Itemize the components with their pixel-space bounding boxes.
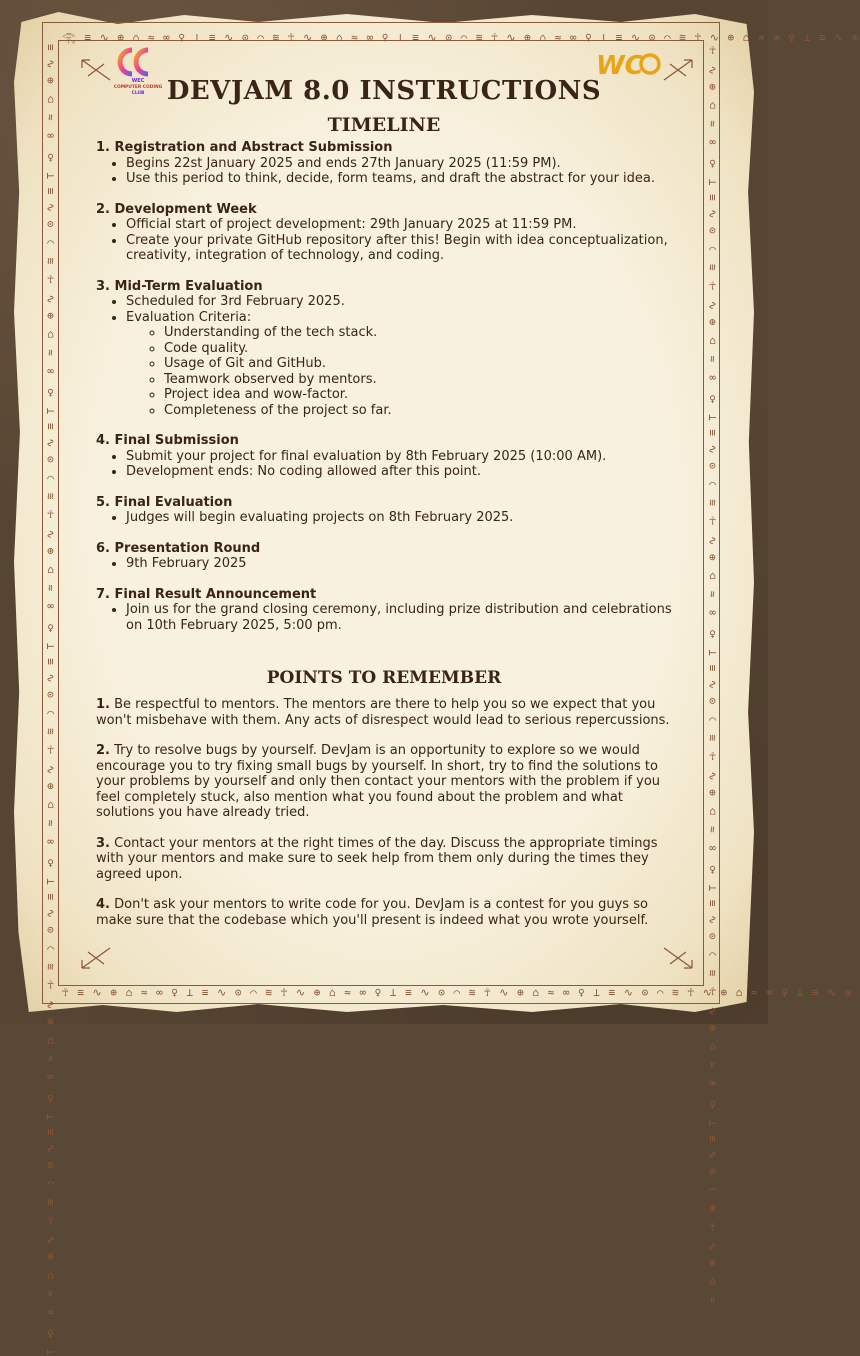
list-item: • 9th February 2025 [126, 556, 686, 572]
hieroglyph-border-bottom: ☥ ≡ ∿ ⊕ ⌂ ≈ ∞ ♀ ⊥ ≡ ∿ ⊙ ⌒ ≋ ☥ ∿ ⊕ ⌂ ≈ ∞ ♀ ⊥ ≡ ∿ ⊙ ⌒ ≋ ☥ ∿ ⊕ ⌂ ≈ ∞ ♀ ⊥ ≡ ∿ ⊙ ⌒ ≋ ☥ ∿ ⊕ ⌂ ≈ ∞ ♀ ⊥ ≡ ∿ ⊙ [62, 986, 853, 999]
sub-list-item: ◦ Usage of Git and GitHub. [164, 356, 686, 372]
timeline-section [96, 495, 686, 526]
hieroglyph-border-left: ≡ ∿ ⊕ ⌂ ≈ ∞ ♀ ⊥ ≡ ∿ ⊙ ⌒ ≋ ☥ ∿ ⊕ ⌂ ≈ ∞ ♀ ⊥ ≡ ∿ ⊙ ⌒ ≋ ☥ ∿ ⊕ ⌂ ≈ ∞ ♀ ⊥ ≡ ∿ ⊙ ⌒ ≋ ☥ ∿ ⊕ ⌂ ≈ ∞ ♀ ⊥ ≡ ∿ ⊙ ⌒ ≋ ☥ ∿ ⊕ ⌂ ≈ ∞ ♀ ⊥ ≡ ∿ ⊙ ⌒ ≋ ☥ ∿ ⊕ ⌂ ≈ ∞ ♀ ⊥ [44, 44, 57, 1356]
timeline-heading: TIMELINE [327, 114, 441, 136]
section-heading: 4. Final Submission [96, 433, 239, 448]
list-item: • Judges will begin evaluating projects on 8th February 2025. [126, 510, 686, 526]
list-item: • Scheduled for 3rd February 2025. [126, 294, 686, 310]
points-heading: POINTS TO REMEMBER [266, 668, 502, 688]
points-list [96, 697, 676, 943]
list-item [126, 310, 686, 419]
list-item: • Create your private GitHub repository after this! Begin with idea conceptualization, creativity, integration of technology, and coding. [126, 233, 686, 264]
section-heading: 1. Registration and Abstract Submission [96, 140, 393, 155]
section-heading: 5. Final Evaluation [96, 494, 233, 510]
page-title: DEVJAM 8.0 INSTRUCTIONS [166, 76, 602, 106]
timeline-section [96, 433, 686, 480]
section-heading: 6. Presentation Round [96, 540, 261, 556]
point-text: Don't ask your mentors to write code for you. DevJam is a contest for you guys so make sure that the codebase which you'll present is indeed what you wrote yourself. [96, 897, 649, 928]
timeline-section [96, 587, 686, 634]
sub-list-item: ◦ Project idea and wow-factor. [164, 387, 686, 403]
section-heading: 2. Development Week [96, 201, 257, 217]
point-text: Be respectful to mentors. The mentors are there to help you so we expect that you won't misbehave with them. Any acts of disrespect would lead to serious repercussions. [96, 697, 670, 728]
point-number: 1. [96, 697, 110, 712]
point-paragraph [96, 743, 676, 821]
point-number: 3. [96, 835, 110, 851]
timeline-section [96, 202, 686, 264]
list-item-label: Evaluation Criteria: [126, 309, 252, 325]
sub-list-item: ◦ Teamwork observed by mentors. [164, 372, 686, 388]
point-text: Contact your mentors at the right times of the day. Discuss the appropriate timings with your mentors and make sure to seek help from them only during the times they agreed upon. [96, 835, 658, 882]
sub-list-item: ◦ Understanding of the tech stack. [164, 325, 686, 341]
hieroglyph-border-right: ☥ ∿ ⊕ ⌂ ≈ ∞ ♀ ⊥ ≡ ∿ ⊙ ⌒ ≋ ☥ ∿ ⊕ ⌂ ≈ ∞ ♀ ⊥ ≡ ∿ ⊙ ⌒ ≋ ☥ ∿ ⊕ ⌂ ≈ ∞ ♀ ⊥ ≡ ∿ ⊙ ⌒ ≋ ☥ ∿ ⊕ ⌂ ≈ ∞ ♀ ⊥ ≡ ∿ ⊙ ⌒ ≋ ☥ ∿ ⊕ ⌂ ≈ ∞ ♀ ⊥ ≡ ∿ ⊙ ⌒ ≋ ☥ ∿ ⊕ ⌂ ≈ [706, 44, 719, 1305]
timeline-list [96, 140, 686, 648]
timeline-section [96, 140, 686, 187]
section-heading: 3. Mid-Term Evaluation [96, 278, 263, 294]
hieroglyph-border-top: 𓂀 ≡ ∿ ⊕ ⌂ ≈ ∞ ♀ ⊥ ≡ ∿ ⊙ ⌒ ≋ ☥ ∿ ⊕ ⌂ ≈ ∞ ♀ ⊥ ≡ ∿ ⊙ ⌒ ≋ ☥ ∿ ⊕ ⌂ ≈ ∞ ♀ ⊥ ≡ ∿ ⊙ ⌒ ≋ ☥ ∿ ⊕ ⌂ ≈ ∞ ♀ ⊥ ≡ ∿ ⊙ [62, 31, 860, 44]
corner-arrow-icon-bottom-left [78, 944, 114, 972]
logo-text-wc: WC [596, 51, 644, 81]
logo-text-club-name: COMPUTER CODING [113, 85, 163, 90]
sub-list-item: ◦ Code quality. [164, 341, 686, 357]
timeline-section [96, 279, 686, 419]
logo-text-club: CLUB [131, 91, 145, 96]
list-item: • Submit your project for final evaluation by 8th February 2025 (10:00 AM). [126, 449, 686, 465]
point-paragraph [96, 836, 676, 883]
logo-text-wec: WEC [131, 78, 145, 84]
list-item: • Official start of project development: 29th January 2025 at 11:59 PM. [126, 217, 686, 233]
point-number: 2. [96, 743, 110, 758]
corner-arrow-icon-bottom-right [660, 944, 696, 972]
point-paragraph [96, 897, 676, 928]
section-heading: 7. Final Result Announcement [96, 586, 317, 602]
point-text: Try to resolve bugs by yourself. DevJam is an opportunity to explore so we would encourage you to try fixing small bugs by yourself. In short, try to find the solutions to your problems by yourself and only then contact your mentors with the problem if you feel completely stuck, also mention what you found about the problem and what solutions you have already tried. [96, 743, 661, 820]
point-paragraph [96, 697, 676, 728]
point-number: 4. [96, 897, 110, 912]
list-item: • Development ends: No coding allowed after this point. [126, 464, 686, 480]
sub-list-item: ◦ Completeness of the project so far. [164, 403, 686, 419]
list-item: • Begins 22st January 2025 and ends 27th January 2025 (11:59 PM). [126, 156, 686, 172]
list-item: • Join us for the grand closing ceremony, including prize distribution and celebrations on 10th February 2025, 5:00 pm. [126, 602, 686, 633]
list-item: • Use this period to think, decide, form teams, and draft the abstract for your idea. [126, 171, 686, 187]
timeline-section [96, 541, 686, 572]
